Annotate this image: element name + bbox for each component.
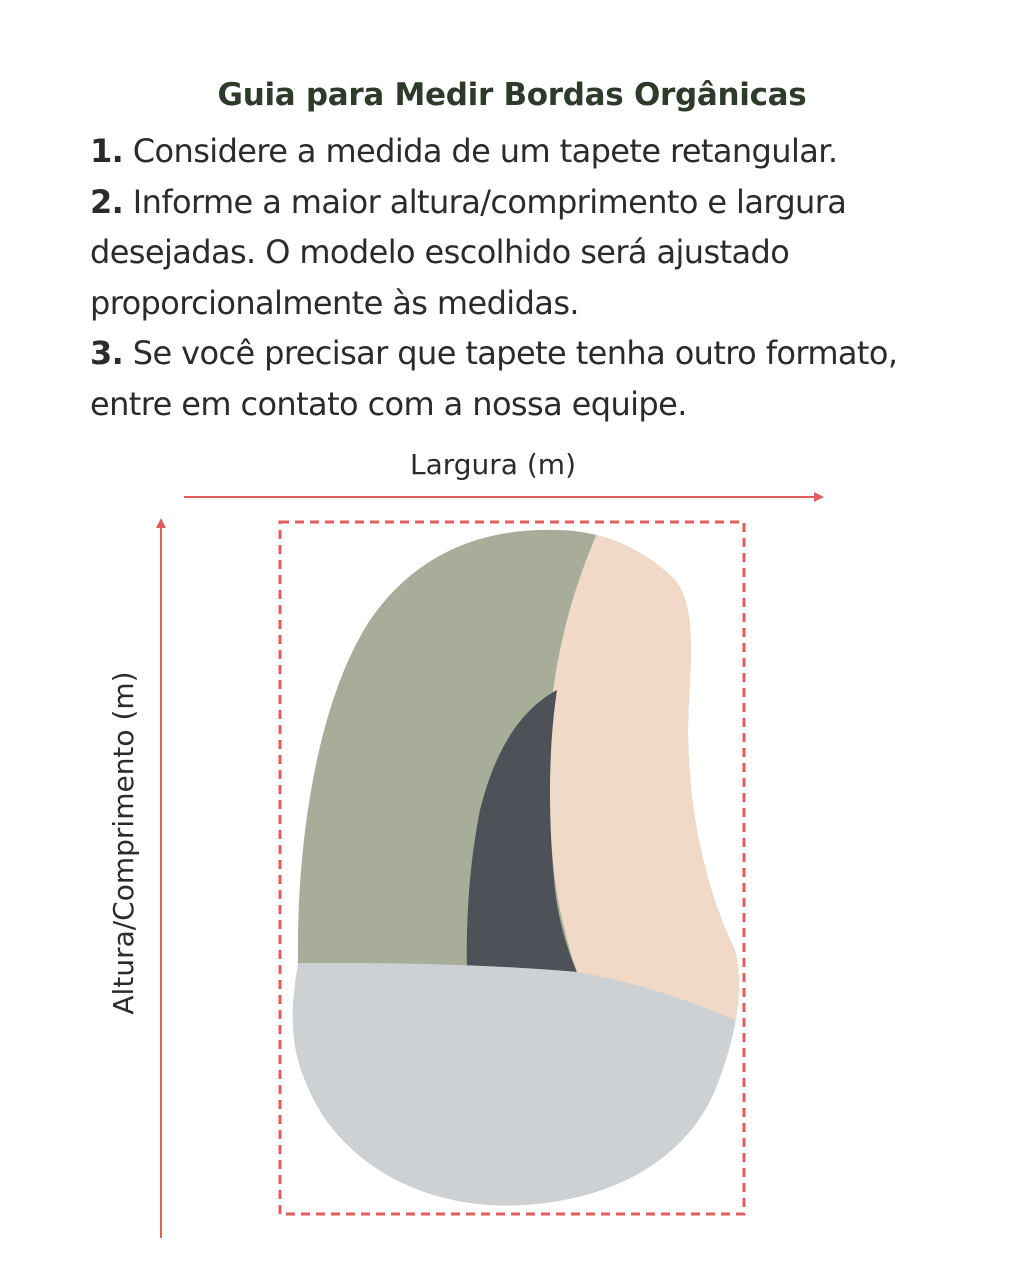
step-1-number: 1. [90,132,124,170]
height-arrowhead-icon [156,518,166,528]
rug-peach-section [549,520,760,1025]
step-1-text: Considere a medida de um tapete retangular. [123,132,838,170]
step-2-number: 2. [90,182,124,221]
height-label: Altura/Comprimento (m) [107,671,140,1015]
step-3-text: Se você precisar que tapete tenha outro formato, entre em contato com a nossa equipe. [90,334,898,423]
rug-light-gray-section [280,963,760,1230]
page-title: Guia para Medir Bordas Orgânicas [217,76,807,113]
step-3-number: 3. [90,334,124,372]
organic-rug-shape [280,520,760,1230]
step-2-text: Informe a maior altura/comprimento e largura desejadas. O modelo escolhido será ajustado proporcionalmente às medidas. [90,182,847,322]
width-label: Largura (m) [410,448,576,481]
width-arrowhead-icon [814,492,824,502]
